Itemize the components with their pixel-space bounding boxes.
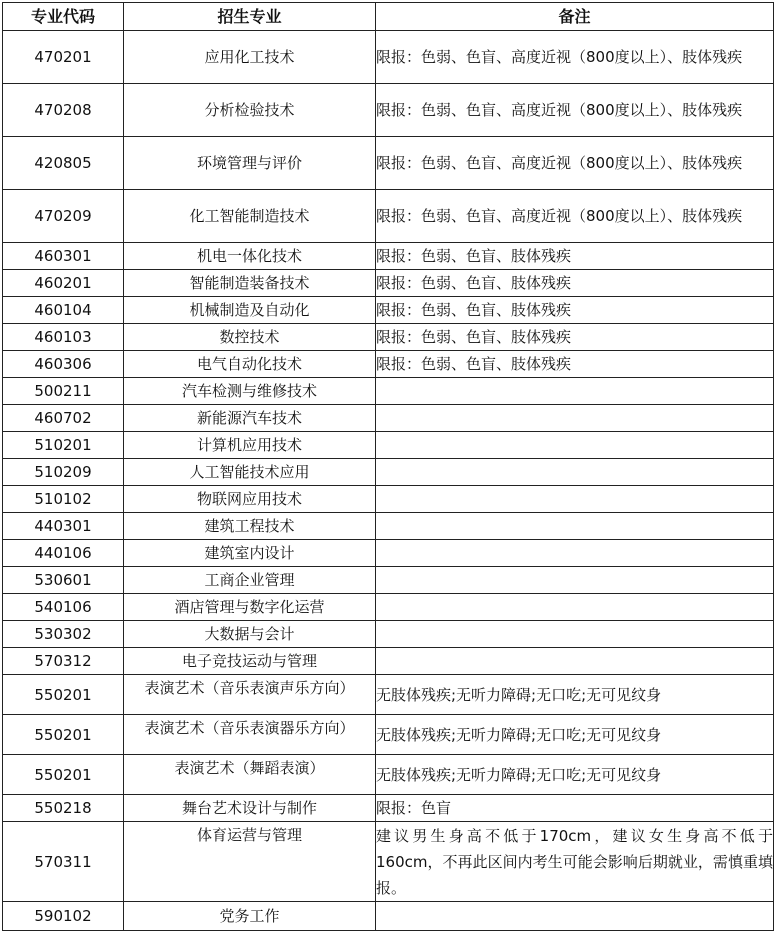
code-cell: 470201 bbox=[3, 31, 124, 84]
table-row bbox=[3, 513, 774, 540]
table-row bbox=[3, 486, 774, 513]
remark-cell bbox=[376, 648, 774, 675]
code-cell: 550201 bbox=[3, 715, 124, 755]
remark-cell bbox=[376, 567, 774, 594]
major-cell: 大数据与会计 bbox=[124, 621, 376, 648]
header-remark: 备注 bbox=[376, 3, 774, 31]
remark-cell bbox=[376, 486, 774, 513]
remark-cell: 限报：色弱、色盲、高度近视（800度以上）、肢体残疾 bbox=[376, 190, 774, 243]
table-row bbox=[3, 432, 774, 459]
table-row bbox=[3, 405, 774, 432]
table-row bbox=[3, 648, 774, 675]
code-cell: 460702 bbox=[3, 405, 124, 432]
major-cell: 党务工作 bbox=[124, 902, 376, 931]
table-row bbox=[3, 31, 774, 84]
table-row bbox=[3, 297, 774, 324]
table-row bbox=[3, 755, 774, 795]
table-row bbox=[3, 822, 774, 902]
major-cell: 舞台艺术设计与制作 bbox=[124, 795, 376, 822]
major-cell: 表演艺术（音乐表演器乐方向） bbox=[124, 715, 376, 755]
major-cell: 体育运营与管理 bbox=[124, 822, 376, 902]
remark-cell bbox=[376, 594, 774, 621]
remark-cell bbox=[376, 540, 774, 567]
remark-cell: 无肢体残疾;无听力障碍;无口吃;无可见纹身 bbox=[376, 715, 774, 755]
remark-cell: 限报：色弱、色盲、高度近视（800度以上）、肢体残疾 bbox=[376, 31, 774, 84]
remark-cell: 限报：色弱、色盲、肢体残疾 bbox=[376, 351, 774, 378]
major-cell: 机电一体化技术 bbox=[124, 243, 376, 270]
table-row bbox=[3, 621, 774, 648]
code-cell: 530302 bbox=[3, 621, 124, 648]
remark-cell: 限报：色弱、色盲、肢体残疾 bbox=[376, 324, 774, 351]
table-row bbox=[3, 540, 774, 567]
major-cell: 汽车检测与维修技术 bbox=[124, 378, 376, 405]
table-row bbox=[3, 459, 774, 486]
major-cell: 智能制造装备技术 bbox=[124, 270, 376, 297]
major-cell: 机械制造及自动化 bbox=[124, 297, 376, 324]
major-cell: 新能源汽车技术 bbox=[124, 405, 376, 432]
major-cell: 物联网应用技术 bbox=[124, 486, 376, 513]
code-cell: 460306 bbox=[3, 351, 124, 378]
table-row bbox=[3, 324, 774, 351]
code-cell: 500211 bbox=[3, 378, 124, 405]
major-cell: 数控技术 bbox=[124, 324, 376, 351]
major-cell: 人工智能技术应用 bbox=[124, 459, 376, 486]
code-cell: 440106 bbox=[3, 540, 124, 567]
table-row bbox=[3, 795, 774, 822]
major-cell: 电子竞技运动与管理 bbox=[124, 648, 376, 675]
code-cell: 510201 bbox=[3, 432, 124, 459]
major-cell: 建筑室内设计 bbox=[124, 540, 376, 567]
remark-cell bbox=[376, 621, 774, 648]
remark-cell bbox=[376, 432, 774, 459]
code-cell: 550201 bbox=[3, 755, 124, 795]
code-cell: 420805 bbox=[3, 137, 124, 190]
remark-cell bbox=[376, 405, 774, 432]
remark-cell: 限报：色弱、色盲、肢体残疾 bbox=[376, 243, 774, 270]
remark-cell: 限报：色弱、色盲、高度近视（800度以上）、肢体残疾 bbox=[376, 84, 774, 137]
code-cell: 460301 bbox=[3, 243, 124, 270]
major-cell: 表演艺术（音乐表演声乐方向） bbox=[124, 675, 376, 715]
remark-cell bbox=[376, 513, 774, 540]
major-cell: 酒店管理与数字化运营 bbox=[124, 594, 376, 621]
remark-cell: 限报：色弱、色盲、高度近视（800度以上）、肢体残疾 bbox=[376, 137, 774, 190]
code-cell: 470208 bbox=[3, 84, 124, 137]
table-row bbox=[3, 715, 774, 755]
major-cell: 工商企业管理 bbox=[124, 567, 376, 594]
header-major: 招生专业 bbox=[124, 3, 376, 31]
major-cell: 电气自动化技术 bbox=[124, 351, 376, 378]
major-cell: 表演艺术（舞蹈表演） bbox=[124, 755, 376, 795]
code-cell: 550201 bbox=[3, 675, 124, 715]
major-cell: 化工智能制造技术 bbox=[124, 190, 376, 243]
major-cell: 环境管理与评价 bbox=[124, 137, 376, 190]
table-row bbox=[3, 84, 774, 137]
code-cell: 460201 bbox=[3, 270, 124, 297]
remark-cell: 限报：色盲 bbox=[376, 795, 774, 822]
code-cell: 510209 bbox=[3, 459, 124, 486]
majors-table bbox=[2, 2, 774, 931]
table-row bbox=[3, 137, 774, 190]
remark-cell: 建议男生身高不低于170cm，建议女生身高不低于160cm，不再此区间内考生可能会影响后期就业，需慎重填报。 bbox=[376, 822, 774, 902]
table-row bbox=[3, 902, 774, 931]
header-row bbox=[3, 3, 774, 31]
remark-cell: 无肢体残疾;无听力障碍;无口吃;无可见纹身 bbox=[376, 675, 774, 715]
table-row bbox=[3, 243, 774, 270]
table-row bbox=[3, 594, 774, 621]
table-row bbox=[3, 351, 774, 378]
table-row bbox=[3, 270, 774, 297]
major-cell: 分析检验技术 bbox=[124, 84, 376, 137]
table-row bbox=[3, 567, 774, 594]
code-cell: 540106 bbox=[3, 594, 124, 621]
code-cell: 470209 bbox=[3, 190, 124, 243]
table-row bbox=[3, 190, 774, 243]
remark-cell: 限报：色弱、色盲、肢体残疾 bbox=[376, 270, 774, 297]
code-cell: 590102 bbox=[3, 902, 124, 931]
code-cell: 530601 bbox=[3, 567, 124, 594]
major-cell: 应用化工技术 bbox=[124, 31, 376, 84]
table-row bbox=[3, 675, 774, 715]
code-cell: 460103 bbox=[3, 324, 124, 351]
remark-cell bbox=[376, 902, 774, 931]
remark-cell: 无肢体残疾;无听力障碍;无口吃;无可见纹身 bbox=[376, 755, 774, 795]
code-cell: 510102 bbox=[3, 486, 124, 513]
header-code: 专业代码 bbox=[3, 3, 124, 31]
remark-cell: 限报：色弱、色盲、肢体残疾 bbox=[376, 297, 774, 324]
code-cell: 570311 bbox=[3, 822, 124, 902]
code-cell: 550218 bbox=[3, 795, 124, 822]
major-cell: 建筑工程技术 bbox=[124, 513, 376, 540]
remark-cell bbox=[376, 459, 774, 486]
code-cell: 440301 bbox=[3, 513, 124, 540]
remark-cell bbox=[376, 378, 774, 405]
table-row bbox=[3, 378, 774, 405]
code-cell: 460104 bbox=[3, 297, 124, 324]
code-cell: 570312 bbox=[3, 648, 124, 675]
major-cell: 计算机应用技术 bbox=[124, 432, 376, 459]
